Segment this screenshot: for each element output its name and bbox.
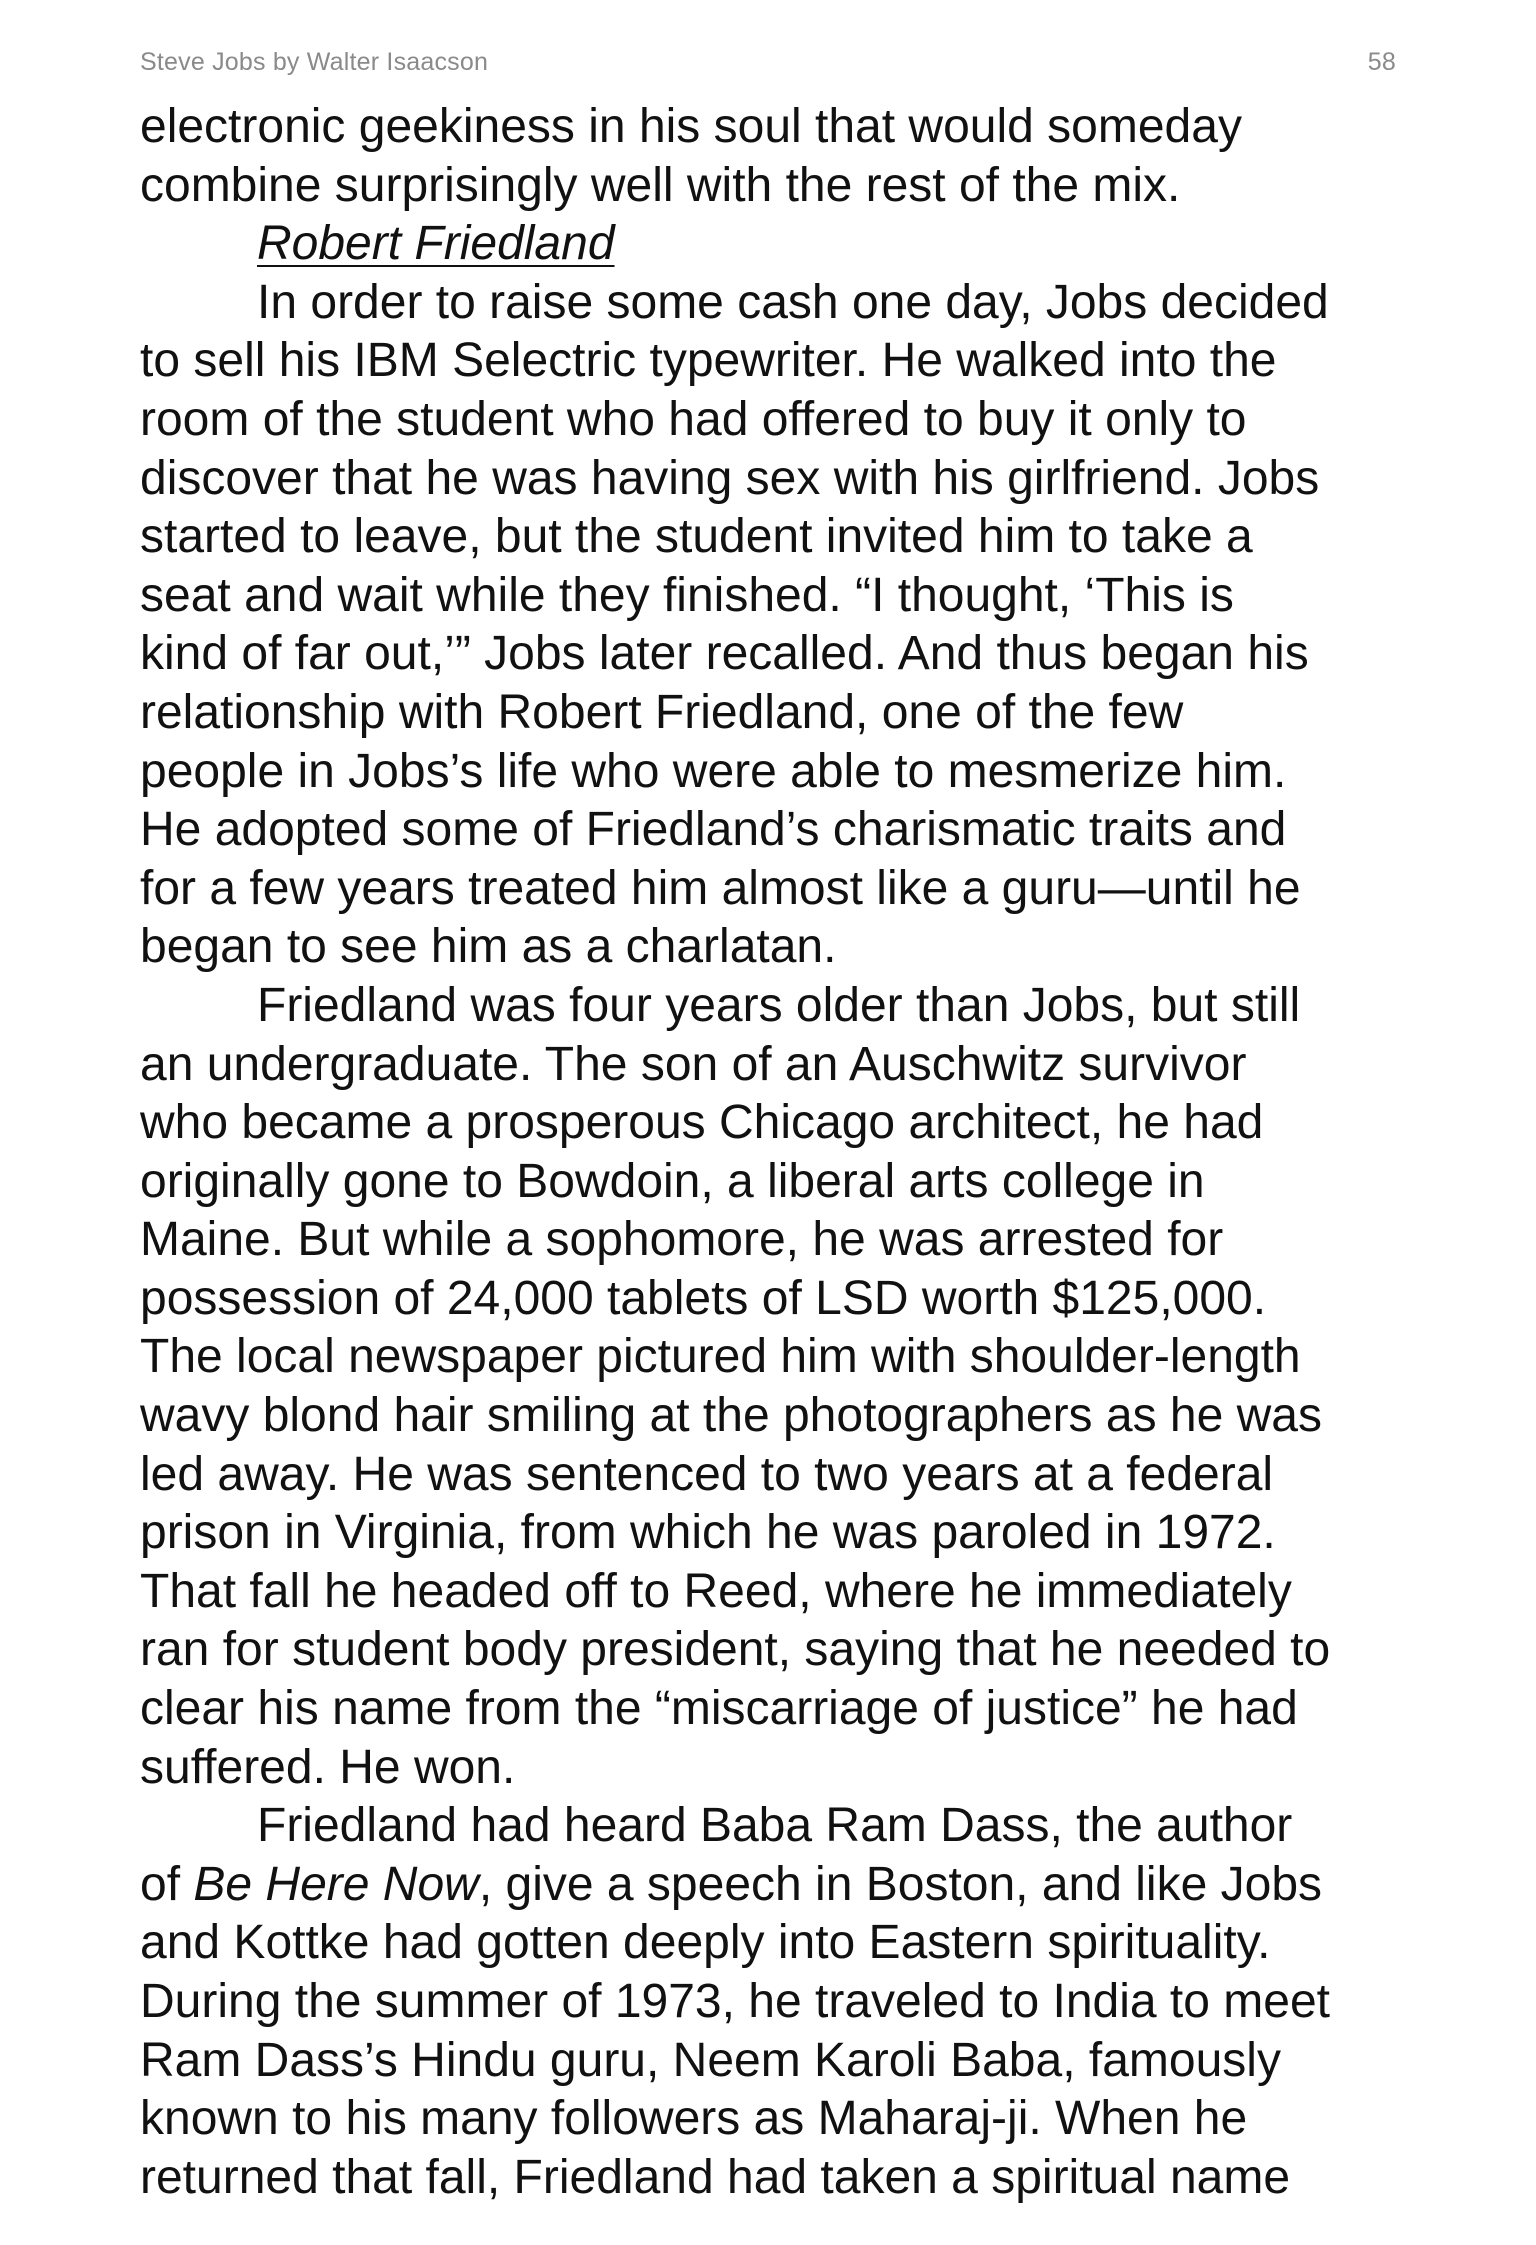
text-line: possession of 24,000 tablets of LSD worth $125,000. bbox=[140, 1271, 1267, 1325]
text-line: and Kottke had gotten deeply into Eastern spirituality. bbox=[140, 1916, 1271, 1970]
text-line: started to leave, but the student invited him to take a bbox=[140, 510, 1253, 564]
text-line: for a few years treated him almost like a guru—until he bbox=[140, 861, 1301, 915]
text-line: wavy blond hair smiling at the photographers as he was bbox=[140, 1389, 1322, 1443]
text-line: led away. He was sentenced to two years at a federal bbox=[140, 1447, 1274, 1501]
text-line: electronic geekiness in his soul that would someday bbox=[140, 100, 1242, 153]
text-line: originally gone to Bowdoin, a liberal arts college in bbox=[140, 1154, 1205, 1208]
text-line: The local newspaper pictured him with shoulder-length bbox=[140, 1330, 1301, 1384]
text-line: seat and wait while they finished. “I thought, ‘This is bbox=[140, 568, 1234, 622]
paragraph-first-line: Friedland was four years older than Jobs, but still bbox=[257, 978, 1301, 1032]
section-heading: Robert Friedland bbox=[257, 217, 615, 271]
running-header bbox=[140, 48, 1396, 82]
section-heading-line bbox=[140, 215, 1420, 274]
text-line: room of the student who had offered to buy it only to bbox=[140, 392, 1247, 446]
text-line: kind of far out,’” Jobs later recalled. And thus began his bbox=[140, 627, 1309, 681]
text-line: discover that he was having sex with his girlfriend. Jobs bbox=[140, 451, 1320, 505]
text-line: began to see him as a charlatan. bbox=[140, 920, 837, 974]
text-line: Maine. But while a sophomore, he was arrested for bbox=[140, 1213, 1224, 1267]
page-number: 58 bbox=[1367, 48, 1396, 76]
text-line: relationship with Robert Friedland, one of the few bbox=[140, 685, 1184, 739]
text-segment: , give a speech in Boston, and like Jobs bbox=[478, 1857, 1323, 1911]
text-segment: of bbox=[140, 1857, 194, 1911]
text-line: Ram Dass’s Hindu guru, Neem Karoli Baba, famously bbox=[140, 2033, 1281, 2087]
body-text bbox=[140, 98, 1420, 2207]
text-line: prison in Virginia, from which he was paroled in 1972. bbox=[140, 1506, 1276, 1560]
text-line: returned that fall, Friedland had taken a spiritual name bbox=[140, 2150, 1291, 2204]
text-line: known to his many followers as Maharaj-ji. When he bbox=[140, 2092, 1248, 2146]
text-line: combine surprisingly well with the rest of the mix. bbox=[140, 158, 1181, 212]
text-line: He adopted some of Friedland’s charismatic traits and bbox=[140, 803, 1287, 857]
book-title-italic: Be Here Now bbox=[193, 1857, 479, 1911]
text-line: clear his name from the “miscarriage of justice” he had bbox=[140, 1682, 1298, 1736]
text-line: who became a prosperous Chicago architect, he had bbox=[140, 1096, 1264, 1150]
paragraph-first-line: Friedland had heard Baba Ram Dass, the author bbox=[257, 1799, 1293, 1853]
text-line: That fall he headed off to Reed, where he immediately bbox=[140, 1564, 1292, 1618]
text-line-with-book-title bbox=[140, 1856, 1420, 1915]
text-line: suffered. He won. bbox=[140, 1740, 516, 1794]
text-line: ran for student body president, saying that he needed to bbox=[140, 1623, 1331, 1677]
paragraph-first-line: In order to raise some cash one day, Jobs decided bbox=[257, 275, 1329, 329]
text-line: to sell his IBM Selectric typewriter. He walked into the bbox=[140, 334, 1277, 388]
text-line: During the summer of 1973, he traveled to India to meet bbox=[140, 1975, 1330, 2028]
text-line: an undergraduate. The son of an Auschwitz survivor bbox=[140, 1037, 1247, 1091]
text-line: people in Jobs’s life who were able to mesmerize him. bbox=[140, 744, 1287, 798]
book-title: Steve Jobs by Walter Isaacson bbox=[140, 48, 489, 76]
